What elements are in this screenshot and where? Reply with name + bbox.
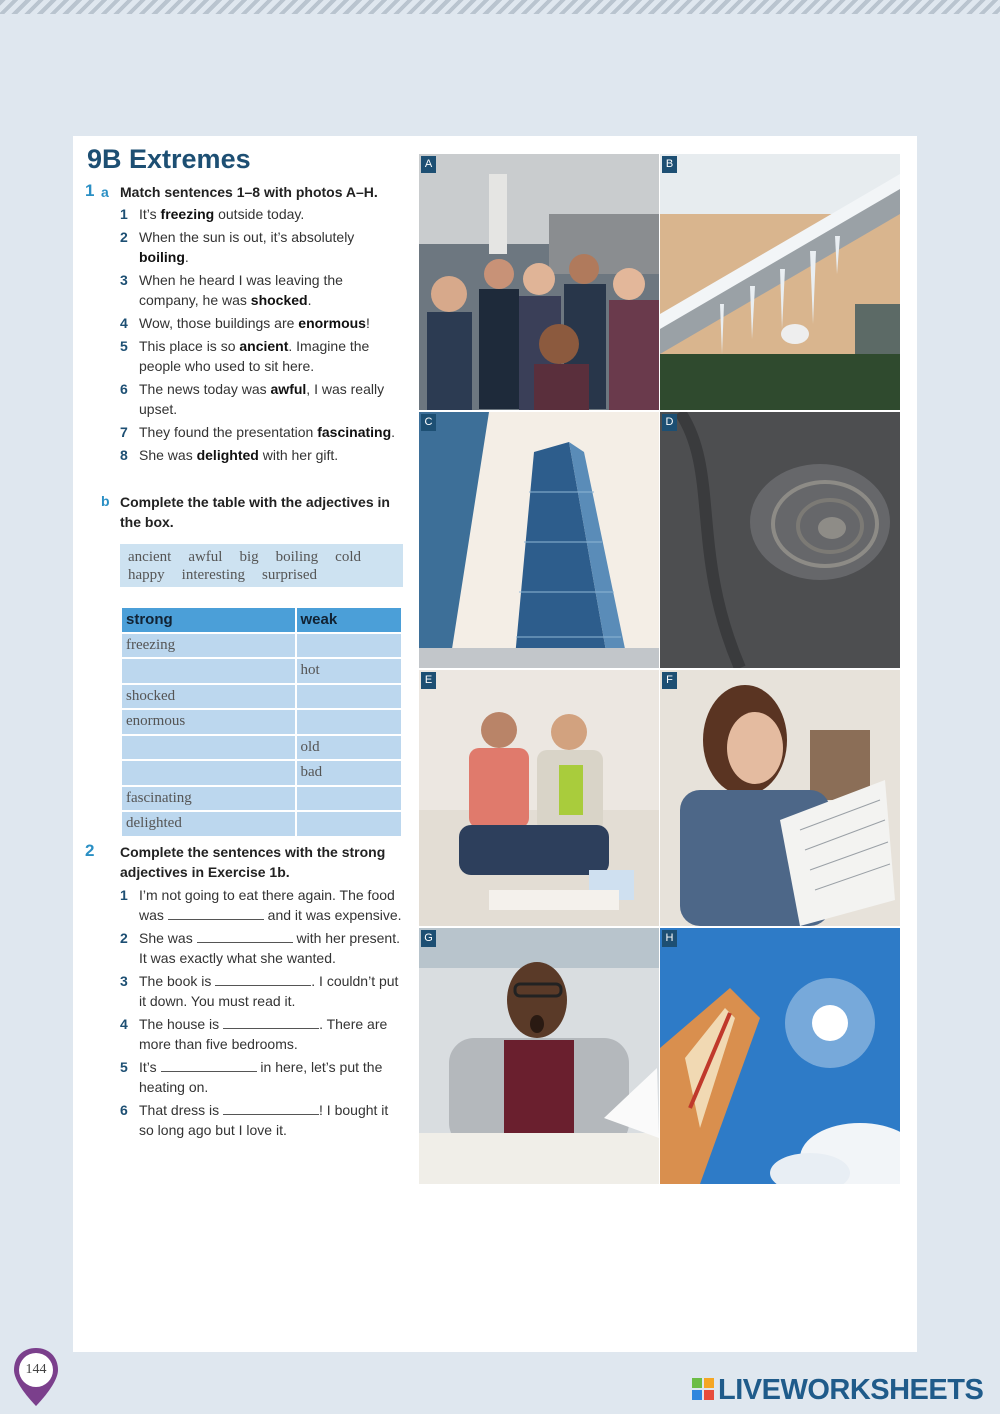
sentence-text-before: Wow, those buildings are <box>139 315 299 331</box>
photo-grid <box>419 154 902 1187</box>
sentence-item <box>120 227 405 267</box>
sentence-number: 5 <box>120 1059 128 1075</box>
sentence-text-after: and it was expensive. <box>263 907 402 923</box>
sentence-text-after: ! <box>365 315 370 331</box>
sentence-text-after: with her present. It was exactly what she wanted. <box>139 930 400 966</box>
sentence-item <box>120 204 405 224</box>
surprised-man-photo <box>419 928 659 1184</box>
sentence-number: 8 <box>120 447 128 463</box>
table-row <box>122 736 401 760</box>
photo-label: G <box>421 930 436 947</box>
sentence-keyword: awful <box>270 381 307 397</box>
sentence-number: 2 <box>120 229 128 245</box>
box-word: happy <box>128 567 165 583</box>
sentence-item <box>120 379 405 419</box>
box-word: interesting <box>181 567 245 583</box>
gap-sentence-item <box>120 928 405 968</box>
sentence-text-after: , I was really upset. <box>139 381 385 417</box>
exercise-2-number: 2 <box>85 841 95 860</box>
sentence-number: 6 <box>120 381 128 397</box>
gap-sentence-item <box>120 885 405 925</box>
sentence-text-before: That dress is <box>139 1102 224 1118</box>
sentence-number: 1 <box>120 206 128 222</box>
weak-cell: old <box>297 736 401 760</box>
sentence-item <box>120 313 405 333</box>
strong-cell: fascinating <box>122 787 295 811</box>
sentence-text-after: in here, let’s put the heating on. <box>139 1059 383 1095</box>
sentence-keyword: fascinating <box>317 424 392 440</box>
sentence-text-after: ! I bought it so long ago but I love it. <box>139 1102 389 1138</box>
word-box <box>120 544 403 587</box>
sentence-number: 4 <box>120 315 128 331</box>
box-word: boiling <box>275 549 319 565</box>
table-header-weak: weak <box>297 608 401 632</box>
exercise-2-sentences <box>120 885 405 1143</box>
sentence-text-before: I’m not going to eat there again. The food was <box>139 887 395 923</box>
upset-woman-photo <box>660 670 900 926</box>
sentence-text-after: . <box>184 249 189 265</box>
page-number: 144 <box>25 1362 47 1377</box>
box-word: big <box>239 549 259 565</box>
sentence-item <box>120 422 405 442</box>
weak-cell[interactable] <box>297 634 401 658</box>
box-word: ancient <box>128 549 172 565</box>
sentence-item <box>120 270 405 310</box>
sentence-text-before: The book is <box>139 973 216 989</box>
sentence-number: 5 <box>120 338 128 354</box>
box-word: cold <box>335 549 361 565</box>
weak-cell[interactable] <box>297 787 401 811</box>
weak-cell[interactable] <box>297 812 401 836</box>
sentence-keyword: boiling <box>139 249 185 265</box>
table-row <box>122 634 401 658</box>
table-header-strong: strong <box>122 608 295 632</box>
exercise-1a-letter: a <box>101 184 109 200</box>
sentence-text-after: . There are more than five bedrooms. <box>139 1016 388 1052</box>
sentence-keyword: enormous <box>298 315 366 331</box>
strong-cell[interactable] <box>122 659 295 683</box>
sentence-number: 3 <box>120 272 128 288</box>
strong-cell: enormous <box>122 710 295 734</box>
answer-blank[interactable] <box>223 1017 319 1029</box>
sentence-number: 3 <box>120 973 128 989</box>
strong-cell: shocked <box>122 685 295 709</box>
table-row <box>122 710 401 734</box>
sentence-keyword: shocked <box>250 292 308 308</box>
brand-name: LIVEWORKSHEETS <box>718 1374 984 1406</box>
sentence-text-before: When he heard I was leaving the company, he was <box>139 272 343 308</box>
sentence-number: 2 <box>120 930 128 946</box>
exercise-1b-letter: b <box>101 493 110 509</box>
photo-label: H <box>662 930 677 947</box>
exercise-1b-instruction: Complete the table with the adjectives in the box. <box>120 494 390 530</box>
sentence-text-after: . I couldn’t put it down. You must read it. <box>139 973 399 1009</box>
thermometer-sun-photo <box>660 928 900 1184</box>
sentence-text-before: The news today was <box>139 381 271 397</box>
answer-blank[interactable] <box>215 974 311 986</box>
sentence-keyword: ancient <box>239 338 289 354</box>
table-row <box>122 761 401 785</box>
photo-label: B <box>662 156 677 173</box>
sentence-text-after: . <box>307 292 312 308</box>
liveworksheets-logo-icon <box>692 1378 714 1400</box>
exercise-2-instruction: Complete the sentences with the strong adjectives in Exercise 1b. <box>120 844 386 880</box>
sentence-keyword: delighted <box>196 447 259 463</box>
weak-cell: bad <box>297 761 401 785</box>
photo-label: F <box>662 672 677 689</box>
sentence-number: 7 <box>120 424 128 440</box>
sentence-text-before: When the sun is out, it’s absolutely <box>139 229 355 245</box>
fossil-photo <box>660 412 900 668</box>
gap-sentence-item <box>120 1100 405 1140</box>
table-row <box>122 812 401 836</box>
photo-label: E <box>421 672 436 689</box>
gap-sentence-item <box>120 971 405 1011</box>
page-title: 9B Extremes <box>87 144 251 174</box>
answer-blank[interactable] <box>197 931 293 943</box>
sentence-text-after: outside today. <box>214 206 305 222</box>
photo-label: A <box>421 156 436 173</box>
photo-label: D <box>662 414 677 431</box>
sentence-text-before: It’s <box>139 206 161 222</box>
gap-sentence-item <box>120 1057 405 1097</box>
sentence-item <box>120 336 405 376</box>
gap-sentence-item <box>120 1014 405 1054</box>
sentence-number: 6 <box>120 1102 128 1118</box>
table-row <box>122 659 401 683</box>
box-word: awful <box>188 549 223 565</box>
sentence-text-after: . <box>391 424 396 440</box>
gift-photo <box>419 670 659 926</box>
answer-blank[interactable] <box>161 1060 257 1072</box>
sentence-number: 1 <box>120 887 128 903</box>
sentence-item <box>120 445 405 465</box>
exercise-1a-sentences <box>120 204 405 468</box>
strong-cell[interactable] <box>122 761 295 785</box>
strong-cell: freezing <box>122 634 295 658</box>
sentence-text-before: She was <box>139 930 197 946</box>
photo-label: C <box>421 414 436 431</box>
sentence-text-before: She was <box>139 447 197 463</box>
top-stripe <box>0 0 1000 14</box>
box-word: surprised <box>262 567 317 583</box>
sentence-text-before: This place is so <box>139 338 240 354</box>
strong-cell: delighted <box>122 812 295 836</box>
answer-blank[interactable] <box>223 1103 319 1115</box>
table-row <box>122 685 401 709</box>
adjective-table <box>120 606 403 838</box>
answer-blank[interactable] <box>168 908 264 920</box>
weak-cell[interactable] <box>297 710 401 734</box>
weak-cell[interactable] <box>297 685 401 709</box>
exercise-1-number: 1 <box>85 181 95 200</box>
exercise-1a-instruction: Match sentences 1–8 with photos A–H. <box>120 184 378 200</box>
icicles-photo <box>660 154 900 410</box>
crowd-photo <box>419 154 659 410</box>
sentence-text-before: They found the presentation <box>139 424 318 440</box>
weak-cell: hot <box>297 659 401 683</box>
skyscraper-photo <box>419 412 659 668</box>
strong-cell[interactable] <box>122 736 295 760</box>
sentence-text-before: It’s <box>139 1059 161 1075</box>
sentence-text-after: . Imagine the people who used to sit here. <box>139 338 370 374</box>
sentence-text-before: The house is <box>139 1016 224 1032</box>
worksheet-page <box>73 136 917 1352</box>
sentence-number: 4 <box>120 1016 128 1032</box>
sentence-keyword: freezing <box>160 206 215 222</box>
table-row <box>122 787 401 811</box>
sentence-text-after: with her gift. <box>258 447 339 463</box>
